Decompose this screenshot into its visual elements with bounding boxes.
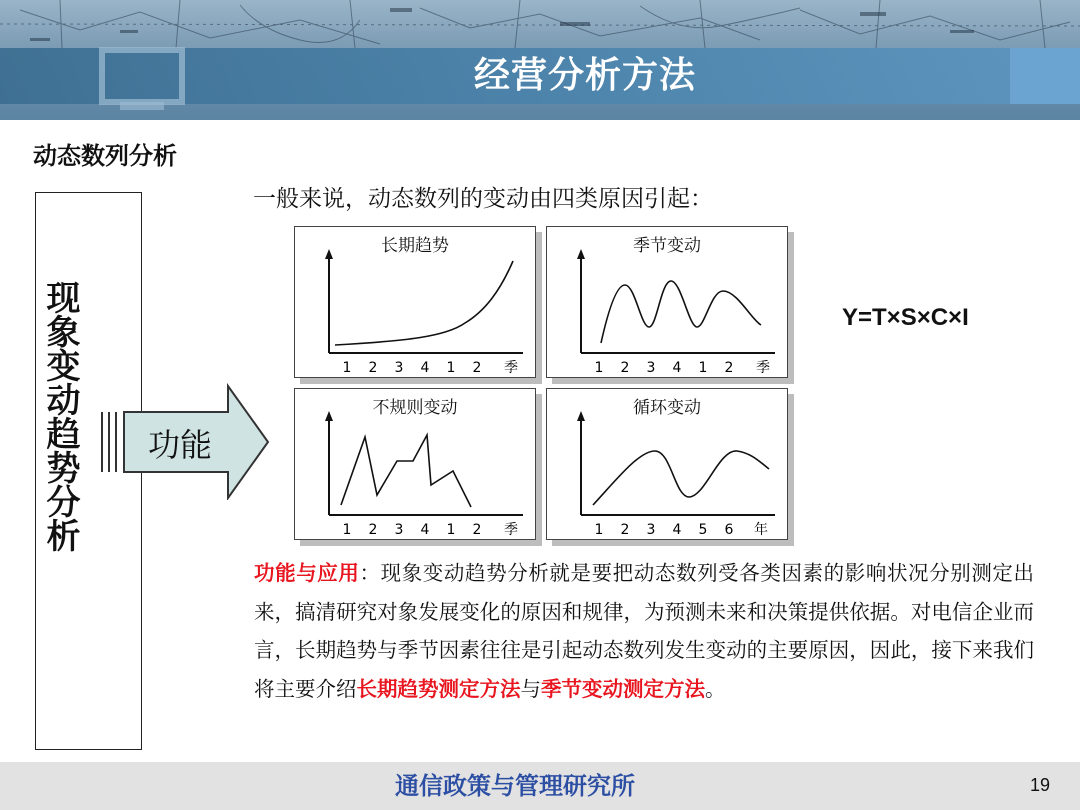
chart-long-term-trend xyxy=(294,226,536,378)
highlight-long-term: 长期趋势测定方法 xyxy=(356,676,521,701)
trend-curve xyxy=(335,261,513,345)
x-tick: 1 xyxy=(594,522,604,538)
cyclical-curve xyxy=(593,451,769,505)
paragraph-mid: 与 xyxy=(520,676,541,701)
formula: Y=T×S×C×I xyxy=(842,304,969,331)
x-tick: 4 xyxy=(420,360,430,376)
x-tick: 6 xyxy=(724,522,734,538)
chart-title: 季节变动 xyxy=(633,236,701,256)
vertical-label: 现象变动趋势分析 xyxy=(40,280,80,552)
x-tick: 2 xyxy=(620,360,630,376)
paragraph-lead: 功能与应用 xyxy=(254,561,360,585)
footer-organization: 通信政策与管理研究所 xyxy=(395,772,635,800)
highlight-seasonal: 季节变动测定方法 xyxy=(541,676,705,701)
x-tick: 2 xyxy=(472,522,482,538)
chart-title: 循环变动 xyxy=(633,398,701,418)
x-tick: 季 xyxy=(504,360,518,376)
x-tick: 年 xyxy=(754,522,768,538)
paragraph-body: 现象变动趋势分析就是要把动态数列受各类因素的影响状况分别测定出来，搞清研究对象发展变化的原因和规律，为预测未来和决策提供依据。对电信企业而言，长期趋势与季节因素往往是引起动态数列发生变动的主要原因，因此，接下来我们将主要介绍 xyxy=(254,561,1035,701)
x-tick: 2 xyxy=(620,522,630,538)
irregular-line xyxy=(341,435,471,507)
header-banner xyxy=(0,0,1080,120)
chart-title: 不规则变动 xyxy=(372,398,458,418)
arrow-label: 功能 xyxy=(148,426,213,464)
x-tick: 1 xyxy=(698,360,708,376)
x-tick: 3 xyxy=(394,522,404,538)
function-paragraph xyxy=(254,554,1034,708)
x-tick: 3 xyxy=(394,360,404,376)
x-tick: 4 xyxy=(420,522,430,538)
x-tick: 季 xyxy=(756,360,770,376)
x-tick: 2 xyxy=(368,360,378,376)
x-tick: 2 xyxy=(724,360,734,376)
page-title: 经营分析方法 xyxy=(473,55,696,96)
x-tick: 1 xyxy=(342,522,352,538)
chart-title: 长期趋势 xyxy=(381,236,449,256)
x-tick: 2 xyxy=(368,522,378,538)
x-tick: 5 xyxy=(698,522,708,538)
x-tick: 3 xyxy=(646,522,656,538)
seasonal-curve xyxy=(601,281,761,343)
irregular-plot xyxy=(295,389,535,539)
trend-plot xyxy=(295,227,535,377)
seasonal-plot xyxy=(547,227,787,377)
x-tick: 1 xyxy=(446,360,456,376)
page-number: 19 xyxy=(1030,775,1051,795)
x-tick: 季 xyxy=(504,522,518,538)
x-tick: 3 xyxy=(646,360,656,376)
chart-seasonal-variation xyxy=(546,226,788,378)
intro-text: 一般来说，动态数列的变动由四类原因引起： xyxy=(253,186,713,212)
x-tick: 1 xyxy=(342,360,352,376)
x-tick: 2 xyxy=(472,360,482,376)
paragraph-colon: ： xyxy=(359,561,381,585)
chart-irregular-variation xyxy=(294,388,536,540)
x-tick: 4 xyxy=(672,360,682,376)
cyclical-plot xyxy=(547,389,787,539)
paragraph-end: 。 xyxy=(705,676,726,701)
chart-cyclical-variation xyxy=(546,388,788,540)
section-subtitle: 动态数列分析 xyxy=(33,142,177,170)
x-tick: 1 xyxy=(446,522,456,538)
x-tick: 4 xyxy=(672,522,682,538)
x-tick: 1 xyxy=(594,360,604,376)
